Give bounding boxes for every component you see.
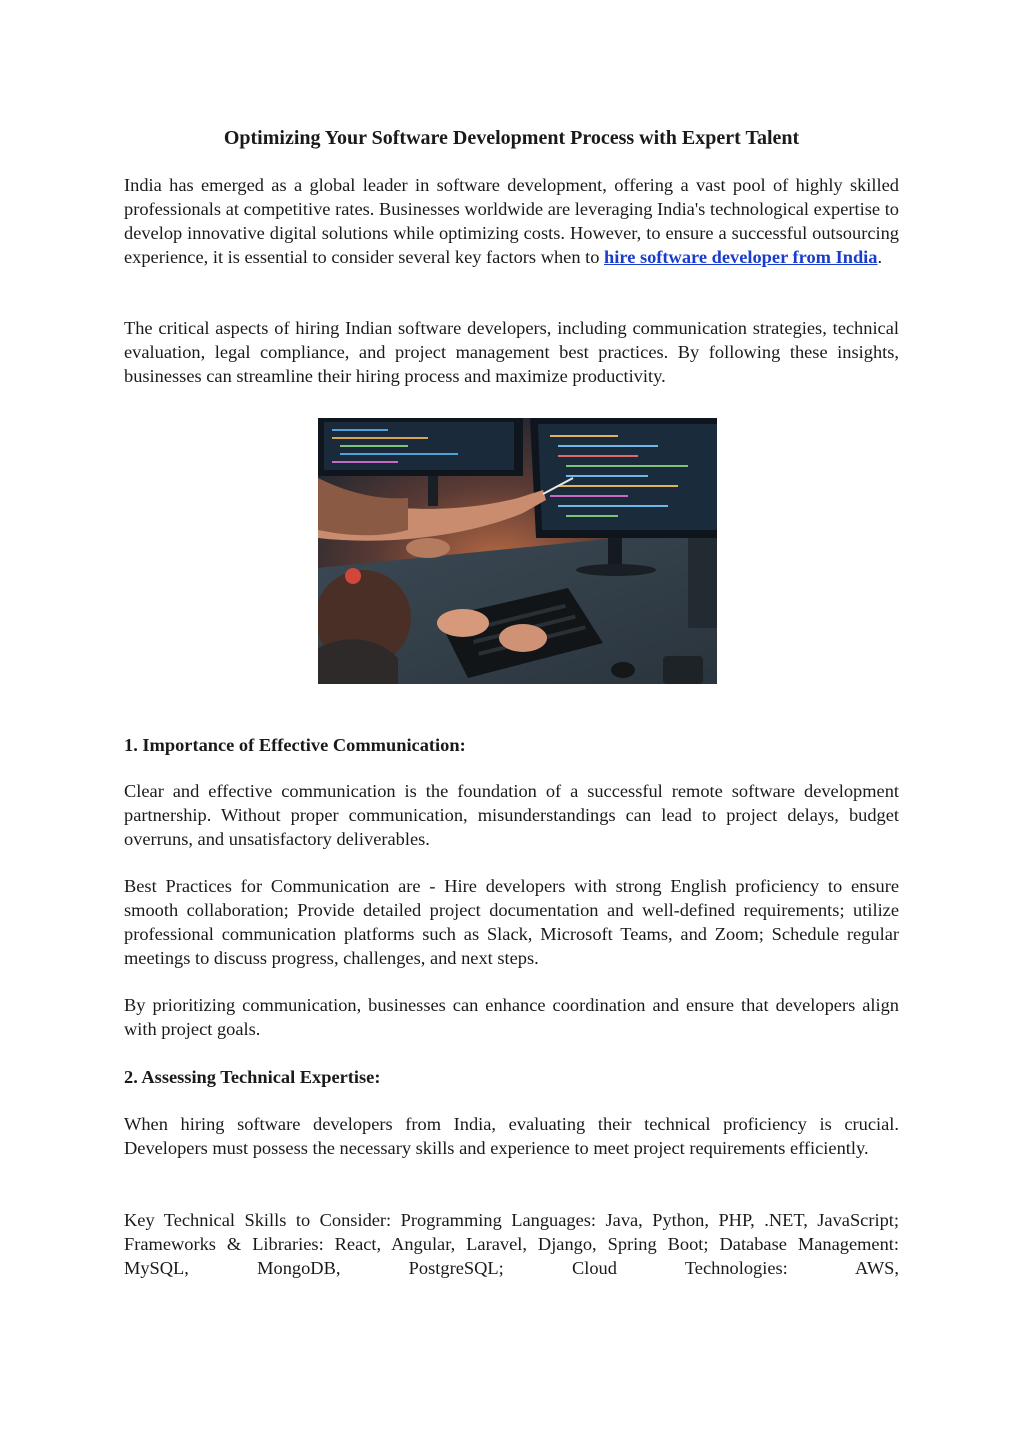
section2-paragraph-1: When hiring software developers from India, evaluating their technical proficiency is crucial. Developers must possess the necessary skills and experience to meet project requirements efficiently. <box>124 1114 899 1158</box>
section1-paragraph-3: By prioritizing communication, businesses can enhance coordination and ensure that developers align with project goals. <box>124 995 899 1039</box>
developers-at-computer-photo <box>318 418 717 684</box>
intro-end: . <box>877 247 883 267</box>
page-title: Optimizing Your Software Development Process with Expert Talent <box>223 127 800 149</box>
intro-text: India has emerged as a global leader in software development, offering a vast pool of highly skilled professionals at competitive rates. Businesses worldwide are leveraging India's technological expertise to develop innovative digital solutions while optimizing costs. However, to ensure a successful outsourcing experience, it is essential to consider several key factors when to <box>124 175 899 267</box>
section2-paragraph-2: Key Technical Skills to Consider: Programming Languages: Java, Python, PHP, .NET, JavaScript; Frameworks & Libraries: React, Angular, Laravel, Django, Spring Boot; Database Management: MySQL, MongoDB, PostgreSQL; Cloud Technologies: AWS, <box>124 1210 899 1278</box>
hire-developer-link[interactable]: hire software developer from India <box>604 247 878 267</box>
section1-paragraph-2: Best Practices for Communication are - Hire developers with strong English proficiency to ensure smooth collaboration; Provide detailed project documentation and well-defined requirements; utilize professional communication platforms such as Slack, Microsoft Teams, and Zoom; Schedule regular meetings to discuss progress, challenges, and next steps. <box>124 876 899 968</box>
intro-paragraph <box>124 173 899 269</box>
section2-heading: 2. Assessing Technical Expertise: <box>124 1067 381 1087</box>
section1-heading: 1. Importance of Effective Communication: <box>124 735 466 755</box>
overview-paragraph: The critical aspects of hiring Indian software developers, including communication strategies, technical evaluation, legal compliance, and project management best practices. By following these insights, businesses can streamline their hiring process and maximize productivity. <box>124 318 899 386</box>
section1-paragraph-1: Clear and effective communication is the foundation of a successful remote software development partnership. Without proper communication, misunderstandings can lead to project delays, budget overruns, and unsatisfactory deliverables. <box>124 781 899 849</box>
